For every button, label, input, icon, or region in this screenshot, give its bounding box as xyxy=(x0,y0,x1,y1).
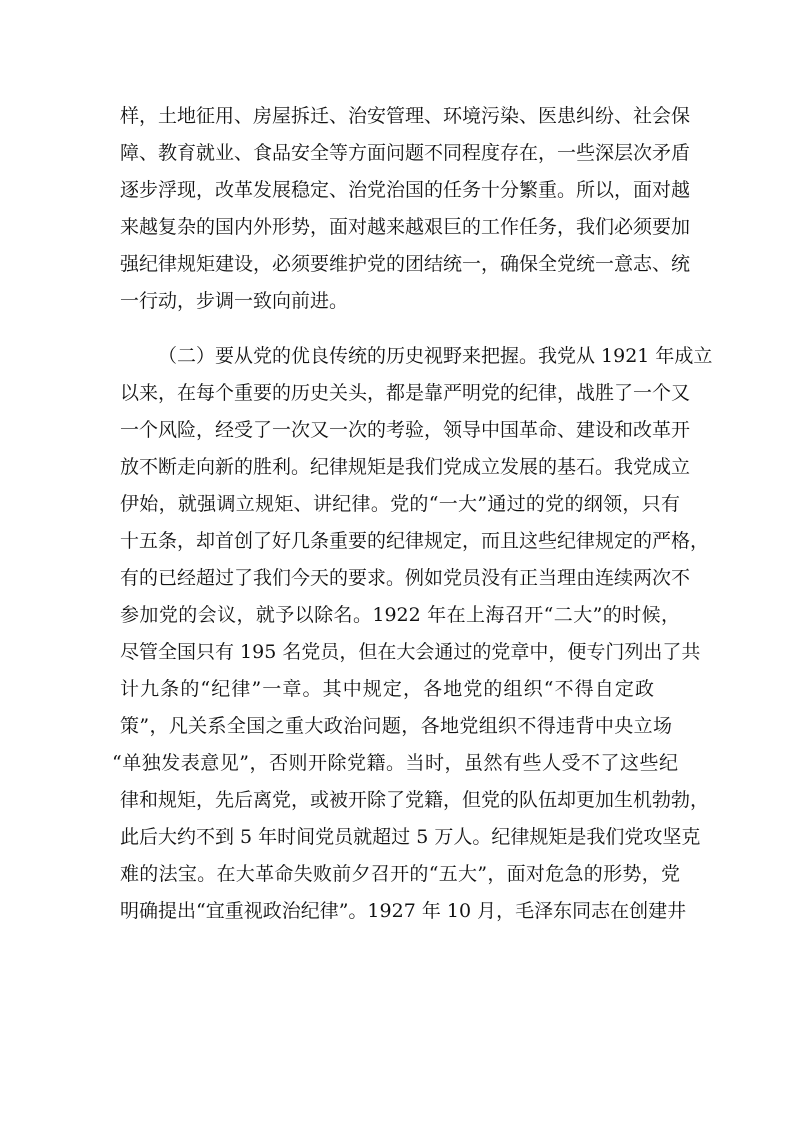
paragraph-2-line: 参加党的会议，就予以除名。1922 年在上海召开“二大”的时候， xyxy=(120,604,680,626)
paragraph-2-line: 以来，在每个重要的历史关头，都是靠严明党的纪律，战胜了一个又 xyxy=(120,382,691,404)
paragraph-1-line: 样，土地征用、房屋拆迁、治安管理、环境污染、医患纠纷、社会保 xyxy=(120,105,691,127)
paragraph-2-line: 明确提出“宜重视政治纪律”。1927 年 10 月，毛泽东同志在创建井 xyxy=(120,900,687,922)
paragraph-2-line: 有的已经超过了我们今天的要求。例如党员没有正当理由连续两次不 xyxy=(120,567,691,589)
paragraph-2-line: 此后大约不到 5 年时间党员就超过 5 万人。纪律规矩是我们党攻坚克 xyxy=(120,826,701,848)
paragraph-1-line: 障、教育就业、食品安全等方面问题不同程度存在，一些深层次矛盾 xyxy=(120,142,691,164)
paragraph-1-line: 强纪律规矩建设，必须要维护党的团结统一，确保全党统一意志、统 xyxy=(120,253,691,275)
paragraph-2-line: 难的法宝。在大革命失败前夕召开的“五大”，面对危急的形势，党 xyxy=(120,863,680,885)
paragraph-2-line: 策”，凡关系全国之重大政治问题，各地党组织不得违背中央立场 xyxy=(120,715,672,737)
paragraph-2-line: “单独发表意见”，否则开除党籍。当时，虽然有些人受不了这些纪 xyxy=(112,752,678,774)
paragraph-2-line: 放不断走向新的胜利。纪律规矩是我们党成立发展的基石。我党成立 xyxy=(120,456,691,478)
paragraph-2-line: 律和规矩，先后离党，或被开除了党籍，但党的队伍却更加生机勃勃， xyxy=(120,789,710,811)
paragraph-2-line: 十五条，却首创了好几条重要的纪律规定，而且这些纪律规定的严格， xyxy=(120,530,710,552)
paragraph-2-line: 伊始，就强调立规矩、讲纪律。党的“一大”通过的党的纲领，只有 xyxy=(120,493,680,515)
paragraph-1-line: 逐步浮现，改革发展稳定、治党治国的任务十分繁重。所以，面对越 xyxy=(120,179,691,201)
paragraph-2-line: 尽管全国只有 195 名党员，但在大会通过的党章中，便专门列出了共 xyxy=(120,641,701,663)
paragraph-2-line: 一个风险，经受了一次又一次的考验，领导中国革命、建设和改革开 xyxy=(120,419,691,441)
paragraph-2-line: 计九条的“纪律”一章。其中规定，各地党的组织“不得自定政 xyxy=(120,678,654,700)
paragraph-1-line: 一行动，步调一致向前进。 xyxy=(120,290,349,312)
paragraph-2-line: （二）要从党的优良传统的历史视野来把握。我党从 1921 年成立 xyxy=(158,345,713,367)
paragraph-1-line: 来越复杂的国内外形势，面对越来越艰巨的工作任务，我们必须要加 xyxy=(120,216,691,238)
